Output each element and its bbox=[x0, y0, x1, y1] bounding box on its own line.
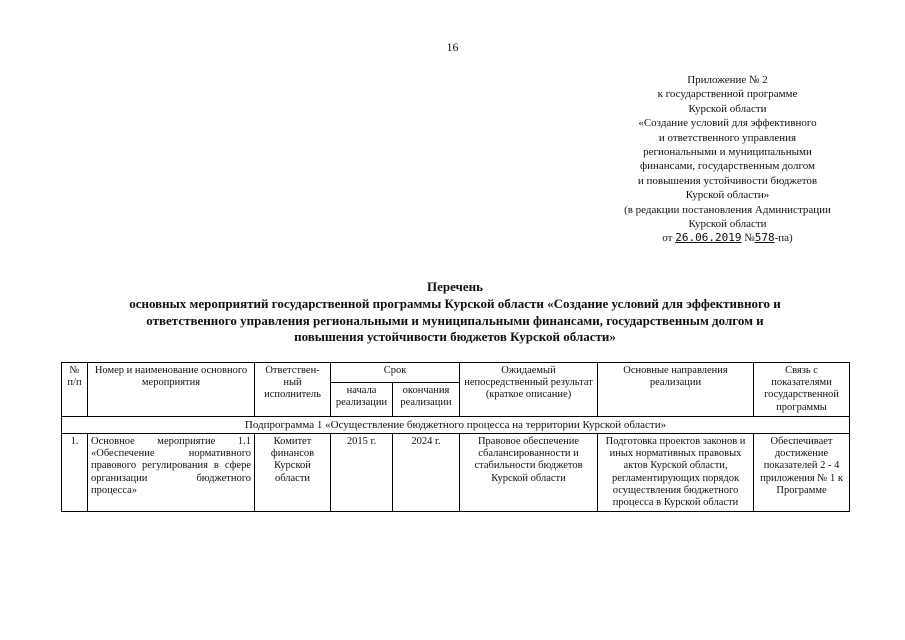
title-heading: Перечень bbox=[426, 279, 484, 294]
page-number: 16 bbox=[446, 40, 459, 54]
date-prefix: от bbox=[662, 232, 673, 245]
title-line: ответственного управления региональными и муниципальными финансами, государственным долгом и bbox=[146, 312, 764, 328]
header-term: Срок bbox=[331, 363, 460, 383]
appendix-line: Приложение № 2 bbox=[687, 74, 768, 86]
header-start: начала реализации bbox=[331, 382, 393, 416]
appendix-line: и повышения устойчивости бюджетов bbox=[637, 174, 818, 187]
title-line: основных мероприятий государственной программы Курской области «Создание условий для эффективного и bbox=[129, 295, 781, 311]
header-name: Номер и наименование основного мероприятия bbox=[88, 363, 255, 417]
appendix-line: финансами, государственным долгом bbox=[640, 160, 815, 173]
cell-result: Правовое обеспечение сбалансированности и стабильности бюджетов Курской области bbox=[460, 434, 598, 512]
cell-start: 2015 г. bbox=[331, 434, 393, 512]
subprogram-row bbox=[62, 416, 850, 433]
header-responsible: Ответствен-ный исполнитель bbox=[255, 363, 331, 417]
appendix-line: «Создание условий для эффективного bbox=[638, 117, 817, 130]
resolution-date: 26.06.2019 bbox=[675, 231, 742, 245]
cell-num: 1. bbox=[62, 434, 88, 512]
cell-link: Обеспечивает достижение показателей 2 - 4 приложения № 1 к Программе bbox=[754, 434, 850, 512]
measures-table bbox=[61, 362, 850, 512]
document-title bbox=[60, 279, 850, 346]
header-result: Ожидаемый непосредственный результат (краткое описание) bbox=[460, 363, 598, 417]
title-line: повышения устойчивости бюджетов Курской области» bbox=[294, 329, 616, 345]
appendix-line: к государственной программе bbox=[657, 88, 798, 101]
cell-end: 2024 г. bbox=[393, 434, 460, 512]
cell-directions: Подготовка проектов законов и иных нормативных правовых актов Курской области, регламентирующих порядок осуществления бюджетного процесса в Курской области bbox=[598, 434, 754, 512]
number-prefix: № bbox=[744, 232, 755, 245]
appendix-block bbox=[575, 73, 880, 246]
appendix-line: (в редакции постановления Администрации bbox=[624, 203, 831, 216]
cell-responsible: Комитет финансов Курской области bbox=[255, 434, 331, 512]
table-row bbox=[62, 434, 850, 512]
subprogram-title: Подпрограмма 1 «Осуществление бюджетного процесса на территории Курской области» bbox=[62, 416, 850, 433]
header-end: окончания реализации bbox=[393, 382, 460, 416]
header-num: № п/п bbox=[62, 363, 88, 417]
header-directions: Основные направления реализации bbox=[598, 363, 754, 417]
resolution-number: 578 bbox=[754, 231, 775, 245]
appendix-line: региональными и муниципальными bbox=[643, 146, 812, 159]
appendix-line: Курской области bbox=[688, 218, 767, 231]
appendix-line: Курской области» bbox=[685, 189, 770, 202]
cell-name: Основное мероприятие 1.1 «Обеспечение нормативного правового регулирования в сфере организации бюджетного процесса» bbox=[88, 434, 255, 512]
appendix-line: Курской области bbox=[688, 102, 767, 115]
appendix-line: и ответственного управления bbox=[658, 131, 797, 144]
header-link: Связь с показателями государственной программы bbox=[754, 363, 850, 417]
resolution-reference bbox=[575, 231, 880, 245]
resolution-suffix: -па) bbox=[774, 232, 793, 245]
header-row bbox=[62, 363, 850, 383]
